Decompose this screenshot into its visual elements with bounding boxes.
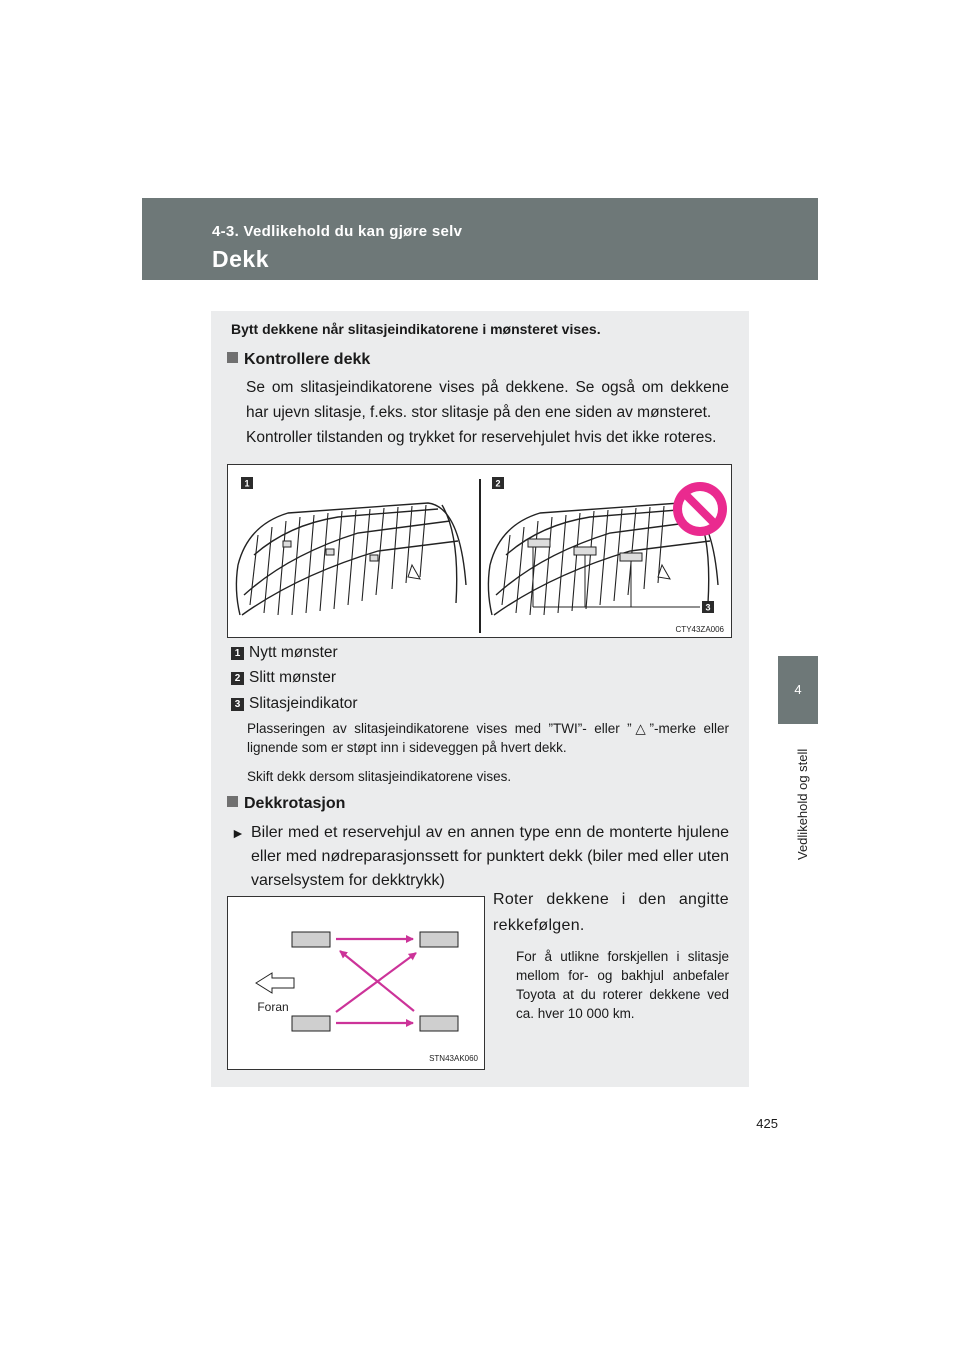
callout-2: 2 xyxy=(495,478,501,489)
content-panel xyxy=(211,311,749,1087)
chapter-tab[interactable]: 4 xyxy=(778,656,818,724)
rotation-figure-code: STN43AK060 xyxy=(429,1054,478,1063)
tire-illustration xyxy=(228,465,731,637)
rotation-diagram xyxy=(228,897,484,1069)
triangle-bullet-icon: ► xyxy=(231,825,245,841)
square-bullet-icon xyxy=(227,352,238,363)
legend-text-2: Slitt mønster xyxy=(249,669,336,686)
legend-text-3: Slitasjeindikator xyxy=(249,695,358,712)
legend-worn-tread xyxy=(231,669,336,687)
chapter-tab-label-wrap xyxy=(795,740,811,860)
chapter-header xyxy=(142,198,818,280)
rotation-bullet-text: Biler med et reservehjul av en annen type enn de monterte hjulene eller med nødreparasjonssett for punktert dekk (biler med eller uten varselsystem for dekktrykk) xyxy=(251,824,729,889)
tire-wear-figure xyxy=(227,464,732,638)
replace-note: Skift dekk dersom slitasjeindikatorene vises. xyxy=(247,769,512,784)
page-number: 425 xyxy=(756,1116,778,1131)
legend-num-2: 2 xyxy=(231,672,244,685)
checking-heading-text: Kontrollere dekk xyxy=(244,351,371,368)
square-bullet-icon xyxy=(227,796,238,807)
rotation-heading-text: Dekkrotasjon xyxy=(244,795,346,812)
legend-num-1: 1 xyxy=(231,647,244,660)
front-label: Foran xyxy=(257,1000,289,1014)
legend-new-tread xyxy=(231,644,338,662)
rotation-note: For å utlikne forskjellen i slitasje mellom for- og bakhjul anbefaler Toyota at du roterer dekkene ved ca. hver 10 000 km. xyxy=(516,949,729,1021)
rotation-heading xyxy=(227,795,345,813)
tire-figure-code: CTY43ZA006 xyxy=(675,625,724,634)
callout-1: 1 xyxy=(244,478,250,489)
indicator-note: Plasseringen av slitasjeindikatorene vises med ”TWI”- eller ”△”-merke eller lignende som er støpt inn i sideveggen på hvert dekk. xyxy=(247,721,729,755)
legend-text-1: Nytt mønster xyxy=(249,644,338,661)
section-title: 4-3. Vedlikehold du kan gjøre selv xyxy=(212,223,463,240)
chapter-tab-label: Vedlikehold og stell xyxy=(795,748,810,860)
rotation-figure xyxy=(227,896,485,1070)
intro-text: Bytt dekkene når slitasjeindikatorene i mønsteret vises. xyxy=(231,321,601,337)
legend-num-3: 3 xyxy=(231,698,244,711)
callout-3: 3 xyxy=(705,602,711,613)
checking-text-1: Se om slitasjeindikatorene vises på dekkene. Se også om dekkene har ujevn slitasje, f.eks. stor slitasje på den ene siden av mønsteret. xyxy=(246,379,729,421)
rotation-instruction: Roter dekkene i den angitte rekkefølgen. xyxy=(493,891,729,934)
checking-heading xyxy=(227,351,370,369)
checking-text-2: Kontroller tilstanden og trykket for reservehjulet hvis det ikke roteres. xyxy=(246,429,717,446)
legend-wear-indicator xyxy=(231,695,358,713)
rotation-bullet xyxy=(231,821,729,893)
page-title: Dekk xyxy=(212,246,269,272)
